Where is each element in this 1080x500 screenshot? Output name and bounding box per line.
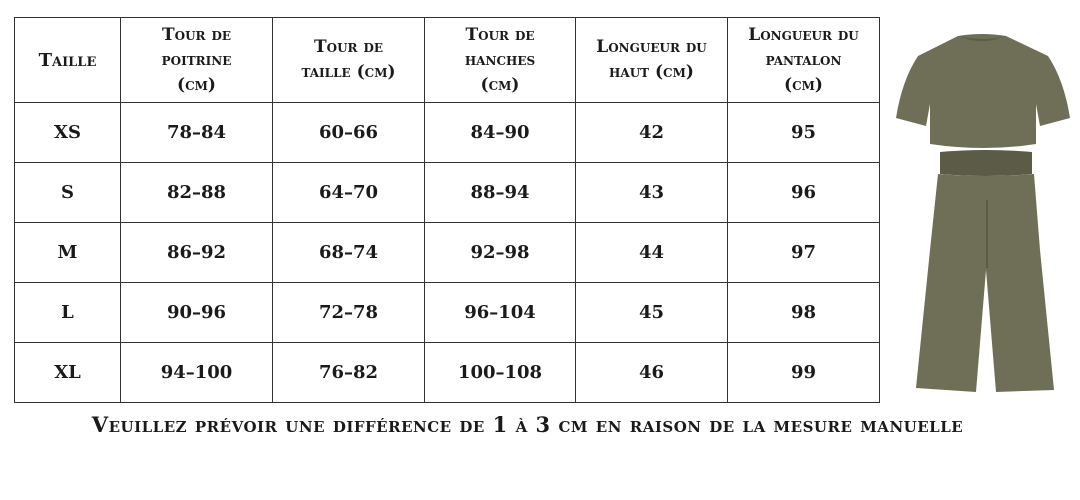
pants-crease xyxy=(986,200,988,268)
measurement-disclaimer: Veuillez prévoir une différence de 1 à 3 cm en raison de la mesure manuelle xyxy=(91,412,964,437)
table-row xyxy=(15,283,880,343)
cell-size: XL xyxy=(15,343,121,403)
header-top-length: Longueur du haut (cm) xyxy=(576,18,728,103)
cell-waist: 68–74 xyxy=(273,223,425,283)
pants-waistband xyxy=(940,150,1032,176)
header-hips: Tour de hanches (cm) xyxy=(425,18,576,103)
cell-top-length: 44 xyxy=(576,223,728,283)
cell-pants-length: 97 xyxy=(728,223,880,283)
cell-chest: 82–88 xyxy=(121,163,273,223)
cell-hips: 92–98 xyxy=(425,223,576,283)
header-waist: Tour de taille (cm) xyxy=(273,18,425,103)
cell-size: S xyxy=(15,163,121,223)
table-row xyxy=(15,163,880,223)
size-chart-header xyxy=(15,18,880,103)
cell-chest: 94–100 xyxy=(121,343,273,403)
tshirt-shape xyxy=(896,34,1070,148)
cell-pants-length: 98 xyxy=(728,283,880,343)
cell-size: M xyxy=(15,223,121,283)
cell-pants-length: 99 xyxy=(728,343,880,403)
header-pants-length: Longueur du pantalon (cm) xyxy=(728,18,880,103)
header-chest: Tour de poitrine (cm) xyxy=(121,18,273,103)
cell-waist: 76–82 xyxy=(273,343,425,403)
size-chart-table xyxy=(14,17,880,403)
cell-top-length: 42 xyxy=(576,103,728,163)
table-row xyxy=(15,103,880,163)
pants-shape xyxy=(916,174,1054,392)
pants-illustration xyxy=(916,150,1054,392)
cell-hips: 88–94 xyxy=(425,163,576,223)
header-row xyxy=(15,18,880,103)
cell-waist: 72–78 xyxy=(273,283,425,343)
cell-top-length: 45 xyxy=(576,283,728,343)
cell-chest: 86–92 xyxy=(121,223,273,283)
cell-waist: 64–70 xyxy=(273,163,425,223)
cell-size: XS xyxy=(15,103,121,163)
cell-chest: 90–96 xyxy=(121,283,273,343)
table-row xyxy=(15,343,880,403)
cell-hips: 100–108 xyxy=(425,343,576,403)
cell-top-length: 46 xyxy=(576,343,728,403)
table-row xyxy=(15,223,880,283)
product-image xyxy=(890,30,1075,400)
cell-hips: 84–90 xyxy=(425,103,576,163)
header-size: Taille xyxy=(15,18,121,103)
tshirt-illustration xyxy=(896,34,1070,148)
cell-hips: 96–104 xyxy=(425,283,576,343)
cell-pants-length: 95 xyxy=(728,103,880,163)
size-chart-body xyxy=(15,103,880,403)
cell-chest: 78–84 xyxy=(121,103,273,163)
cell-pants-length: 96 xyxy=(728,163,880,223)
cell-waist: 60–66 xyxy=(273,103,425,163)
cell-size: L xyxy=(15,283,121,343)
cell-top-length: 43 xyxy=(576,163,728,223)
